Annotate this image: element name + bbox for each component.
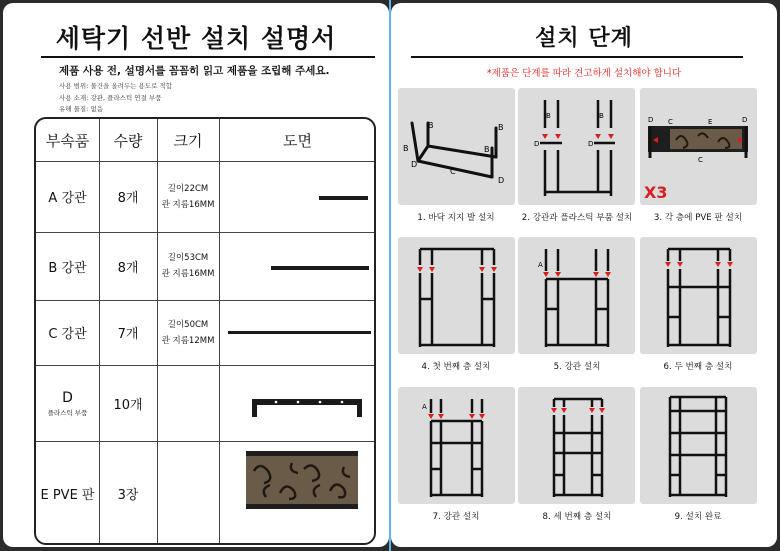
- step-7-image: [398, 387, 515, 504]
- step-4-image: [398, 237, 515, 354]
- label-b: B: [599, 112, 604, 120]
- step-8-image: [518, 387, 635, 504]
- part-qty: 10개: [113, 397, 143, 413]
- label-c: C: [698, 156, 703, 164]
- step-4-caption: 4. 첫 번째 층 설치: [421, 362, 491, 372]
- step-8-caption: 8. 세 번째 층 설치: [542, 512, 612, 522]
- part-qty: 7개: [117, 327, 139, 342]
- step-6-caption: 6. 두 번째 층 설치: [663, 362, 733, 372]
- part-size: [157, 300, 219, 365]
- step-1-caption: 1. 바닥 지지 발 설치: [417, 213, 495, 223]
- page-title: 세탁기 선반 설치 설명서: [55, 24, 337, 53]
- title-rule: [41, 56, 375, 58]
- warning-text: *제품은 단계를 따라 견고하게 설치해야 합니다: [486, 68, 682, 79]
- part-name: [36, 365, 99, 441]
- step-3-caption: 3. 각 층에 PVE 판 설치: [653, 213, 743, 223]
- label-e: E: [708, 118, 713, 126]
- header-size: 크기: [173, 131, 203, 150]
- header-qty: 수량: [113, 131, 143, 150]
- note-material: 사용 소재: 강관, 플라스틱 연결 부품: [59, 94, 162, 102]
- rod-b-drawing: [271, 266, 369, 270]
- step-7-caption: 7. 강관 설치: [432, 512, 480, 522]
- size-length: 길이22CM: [167, 183, 209, 194]
- label-c: C: [450, 167, 456, 176]
- part-name: E PVE 판: [40, 487, 95, 503]
- step-1-image: [398, 88, 515, 205]
- manual-right-page: [391, 3, 777, 547]
- step-5-image: [518, 237, 635, 354]
- label-a: A: [422, 403, 427, 411]
- header-drawing: 도면: [283, 131, 312, 150]
- step-2-caption: 2. 강관과 플라스틱 부품 설치: [521, 213, 633, 223]
- label-d: D: [588, 140, 594, 148]
- rod-a-drawing: [319, 196, 368, 200]
- part-name-main: D: [62, 389, 73, 406]
- step-3-image: [640, 88, 757, 205]
- part-qty: 8개: [117, 191, 139, 206]
- part-name: B 강관: [48, 260, 87, 276]
- label-b: B: [403, 144, 409, 153]
- parts-table: [34, 117, 376, 545]
- title-rule: [411, 56, 743, 58]
- col-divider: [219, 119, 220, 543]
- part-size: [157, 232, 219, 300]
- step-5-caption: 5. 강관 설치: [553, 362, 601, 372]
- label-d: D: [411, 160, 418, 169]
- label-d: D: [534, 140, 540, 148]
- step-9-caption: 9. 설치 완료: [674, 512, 722, 522]
- rod-c-drawing: [228, 331, 371, 334]
- steps-title: 설치 단계: [535, 26, 633, 51]
- size-diameter: 관 지름16MM: [161, 269, 215, 279]
- manual-left-page: [3, 3, 389, 547]
- label-b: B: [546, 112, 551, 120]
- size-diameter: 관 지름12MM: [161, 335, 215, 346]
- header-part: 부속품: [45, 131, 90, 150]
- note-usage: 사용 범위: 물건을 올려두는 용도로 적합: [59, 82, 172, 90]
- part-qty: 8개: [117, 260, 139, 276]
- part-name-sub: 플라스틱 부품: [47, 408, 88, 417]
- note-hazard: 유해 물질: 없음: [59, 105, 103, 113]
- label-b: B: [428, 121, 434, 130]
- size-length: 길이50CM: [167, 319, 209, 330]
- step-2-image: [518, 88, 635, 205]
- pve-panel-drawing: [246, 451, 358, 509]
- label-d: D: [498, 176, 505, 185]
- multiplier-badge: X3: [644, 183, 668, 202]
- label-d: D: [648, 116, 654, 124]
- label-b: B: [484, 145, 490, 154]
- label-d: D: [742, 116, 748, 124]
- step-6-image: [640, 237, 757, 354]
- connector-d-drawing: [248, 391, 366, 421]
- size-diameter: 관 지름16MM: [161, 199, 215, 210]
- label-c: C: [668, 118, 673, 126]
- size-length: 길이53CM: [167, 253, 209, 263]
- part-size: [157, 161, 219, 232]
- part-qty: 3장: [117, 487, 139, 503]
- label-b: B: [498, 123, 504, 132]
- label-a: A: [538, 261, 543, 269]
- part-name: C 강관: [48, 327, 87, 342]
- step-9-image: [640, 387, 757, 504]
- intro-text: 제품 사용 전, 설명서를 꼼꼼히 읽고 제품을 조립해 주세요.: [59, 65, 330, 77]
- part-name: A 강관: [48, 191, 87, 206]
